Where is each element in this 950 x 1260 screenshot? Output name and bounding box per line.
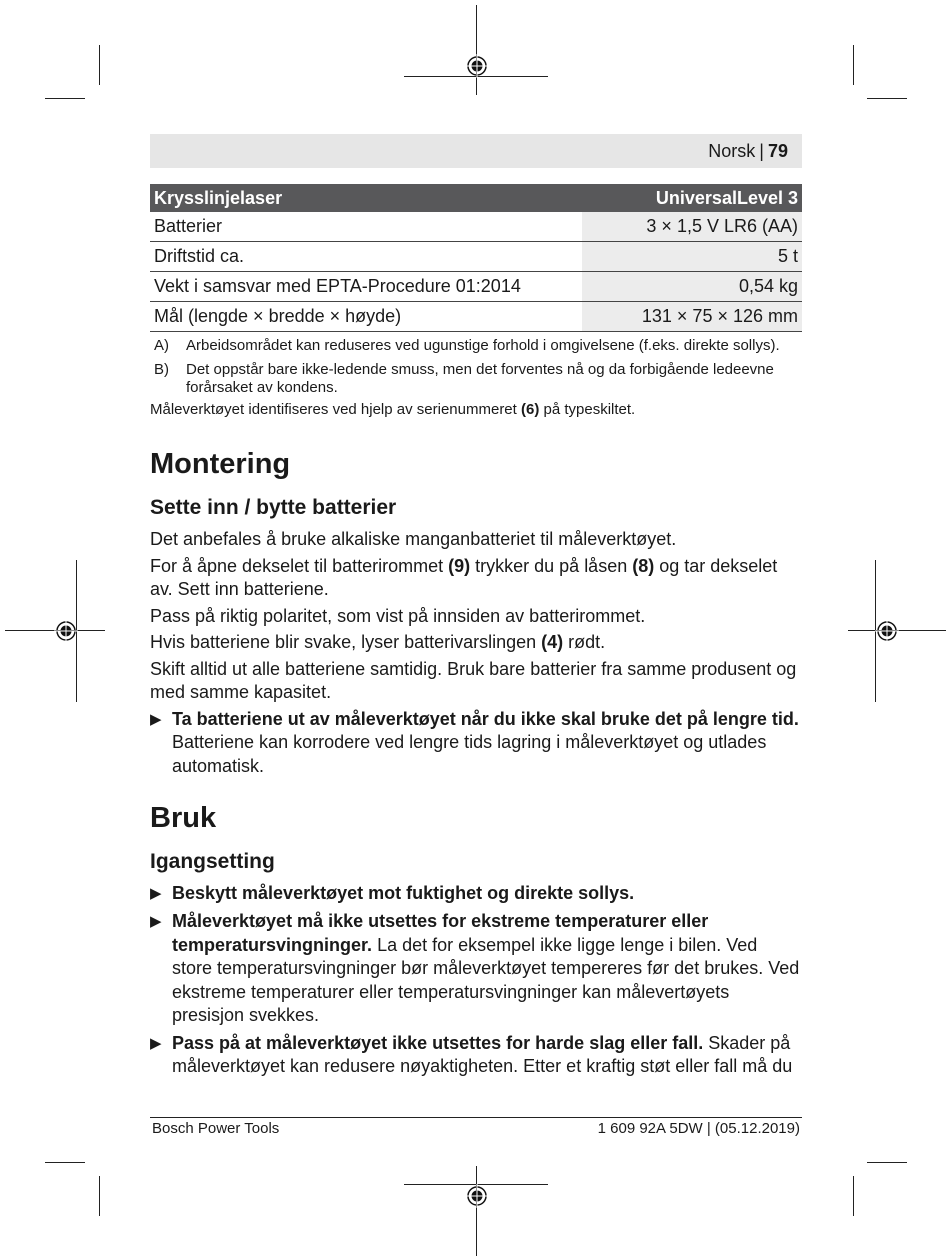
registration-mark-icon bbox=[465, 54, 489, 78]
registration-mark-icon bbox=[465, 1184, 489, 1208]
table-row bbox=[150, 302, 802, 332]
warning-text: Batteriene kan korrodere ved lengre tids lagring i måleverktøyet og utlades automatisk. bbox=[172, 732, 767, 776]
paragraph-text: Hvis batteriene blir svake, lyser batterivarslingen bbox=[150, 632, 542, 652]
warning-text: Skader på måleverktøyet kan redusere nøyaktigheten. Etter et kraftig støt eller fall må du bbox=[172, 1032, 793, 1076]
spec-table-header bbox=[150, 184, 802, 212]
footnote bbox=[150, 361, 802, 397]
paragraph-text: rødt. bbox=[563, 632, 606, 652]
id-line-text: på typeskiltet. bbox=[539, 401, 636, 418]
paragraph bbox=[150, 631, 802, 655]
crop-mark bbox=[99, 45, 100, 85]
id-line-ref: (6) bbox=[521, 401, 540, 418]
page-header bbox=[150, 134, 802, 168]
paragraph-ref: (9) bbox=[448, 555, 471, 576]
table-row bbox=[150, 272, 802, 302]
warning-text: La det for eksempel ikke ligge lenge i bilen. Ved store temperatursvingninger bør måleverktøyet tempereres før det brukes. Ved ekstreme temperaturer eller temperatursvingninger kan målevertøyets presisjon svekkes. bbox=[172, 934, 800, 1025]
warning-bold: Beskytt måleverktøyet mot fuktighet og direkte sollys. bbox=[172, 883, 635, 903]
footnote-key: A) bbox=[154, 337, 169, 354]
main-content bbox=[150, 446, 802, 1083]
paragraph bbox=[150, 555, 802, 602]
warning-bold: Måleverktøyet må ikke utsettes for ekstreme temperaturer eller temperatursvingninger. bbox=[172, 911, 709, 955]
spec-value: 131 × 75 × 126 mm bbox=[582, 302, 802, 332]
warning-bold: Pass på at måleverktøyet ikke utsettes for harde slag eller fall. bbox=[172, 1032, 704, 1053]
subheading-igangsetting: Igangsetting bbox=[150, 850, 275, 873]
paragraph-text: og tar dekselet av. Sett inn batteriene. bbox=[150, 555, 778, 599]
paragraph: Pass på riktig polaritet, som vist på innsiden av batterirommet. bbox=[150, 605, 646, 626]
paragraph-ref: (8) bbox=[632, 555, 655, 576]
footnote bbox=[150, 337, 802, 355]
table-row bbox=[150, 242, 802, 272]
warning-bullet bbox=[150, 910, 802, 1028]
spec-label: Driftstid ca. bbox=[150, 242, 582, 272]
page-number: 79 bbox=[767, 140, 788, 161]
crop-mark bbox=[853, 1176, 854, 1216]
footnotes bbox=[150, 337, 802, 419]
crop-mark bbox=[867, 98, 907, 99]
warning-bold: Ta batteriene ut av måleverktøyet når du ikke skal bruke det på lengre tid. bbox=[172, 708, 799, 729]
registration-mark-icon bbox=[875, 619, 899, 643]
paragraph-ref: (4) bbox=[541, 632, 564, 652]
bullet-arrow-icon: ▶ bbox=[150, 1034, 162, 1052]
warning-bullet bbox=[150, 882, 802, 906]
registration-mark-icon bbox=[54, 619, 78, 643]
crop-mark bbox=[867, 1162, 907, 1163]
spec-value: 0,54 kg bbox=[582, 272, 802, 302]
subheading-batteries: Sette inn / bytte batterier bbox=[150, 496, 397, 519]
section-heading-montering: Montering bbox=[150, 448, 291, 480]
crop-mark bbox=[99, 1176, 100, 1216]
header-separator: | bbox=[759, 140, 764, 161]
section-heading-bruk: Bruk bbox=[150, 802, 217, 834]
crop-mark bbox=[476, 5, 477, 95]
spec-col-model: UniversalLevel 3 bbox=[582, 184, 802, 212]
spec-label: Batterier bbox=[150, 212, 582, 242]
spec-value: 5 t bbox=[582, 242, 802, 272]
bullet-arrow-icon: ▶ bbox=[150, 913, 162, 930]
crop-mark bbox=[476, 1166, 477, 1256]
footer-doc-id: 1 609 92A 5DW | (05.12.2019) bbox=[597, 1120, 800, 1137]
paragraph: Skift alltid ut alle batteriene samtidig. Bruk bare batterier fra samme produsent og med samme kapasitet. bbox=[150, 658, 797, 702]
spec-table bbox=[150, 184, 802, 332]
crop-mark bbox=[853, 45, 854, 85]
crop-mark bbox=[45, 98, 85, 99]
warning-bullet bbox=[150, 708, 802, 779]
footnote-key: B) bbox=[154, 361, 169, 378]
footer-brand: Bosch Power Tools bbox=[152, 1120, 280, 1137]
spec-value: 3 × 1,5 V LR6 (AA) bbox=[582, 212, 802, 242]
identification-line bbox=[150, 401, 802, 419]
footer-rule bbox=[150, 1117, 802, 1118]
paragraph: Det anbefales å bruke alkaliske manganbatteriet til måleverktøyet. bbox=[150, 529, 677, 549]
footnote-text: Det oppstår bare ikke-ledende smuss, men det forventes nå og da forbigående ledeevne forårsaket av kondens. bbox=[186, 361, 774, 396]
bullet-arrow-icon: ▶ bbox=[150, 885, 162, 902]
spec-label: Mål (lengde × bredde × høyde) bbox=[150, 302, 582, 332]
spec-col-product-type: Krysslinjelaser bbox=[150, 184, 582, 212]
crop-mark bbox=[45, 1162, 85, 1163]
spec-label: Vekt i samsvar med EPTA-Procedure 01:2014 bbox=[150, 272, 582, 302]
table-row bbox=[150, 212, 802, 242]
paragraph-text: For å åpne dekselet til batterirommet bbox=[150, 555, 449, 576]
paragraph-text: trykker du på låsen bbox=[470, 555, 633, 576]
bullet-arrow-icon: ▶ bbox=[150, 710, 162, 728]
footnote-text: Arbeidsområdet kan reduseres ved ugunstige forhold i omgivelsene (f.eks. direkte sollys). bbox=[186, 337, 780, 354]
header-language: Norsk bbox=[708, 140, 756, 161]
page-footer bbox=[152, 1120, 800, 1137]
id-line-text: Måleverktøyet identifiseres ved hjelp av serienummeret bbox=[150, 401, 521, 418]
warning-bullet bbox=[150, 1032, 802, 1079]
